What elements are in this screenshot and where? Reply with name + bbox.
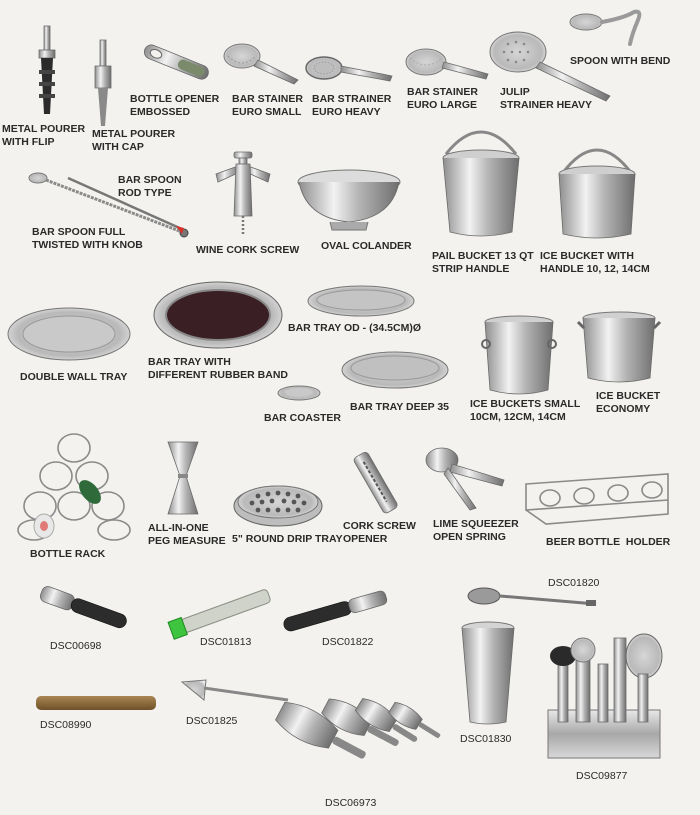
metal-pourer-cap-image bbox=[92, 40, 114, 128]
pail-bucket-label: PAIL BUCKET 13 QT STRIP HANDLE bbox=[432, 250, 534, 275]
cork-screw-opener-image bbox=[350, 448, 404, 518]
ice-bucket-economy-image bbox=[578, 310, 660, 386]
wine-cork-screw-label: WINE CORK SCREW bbox=[196, 244, 300, 256]
dsc01813-label: DSC01813 bbox=[200, 636, 252, 648]
ice-bucket-handle-label: ICE BUCKET WITH HANDLE 10, 12, 14CM bbox=[540, 250, 650, 275]
lime-squeezer-image bbox=[424, 446, 508, 512]
strainer-euro-small-label: BAR STAINER EURO SMALL bbox=[232, 93, 303, 118]
double-wall-tray-label: DOUBLE WALL TRAY bbox=[20, 371, 128, 383]
wine-cork-screw-image bbox=[208, 150, 278, 240]
pail-bucket-image bbox=[436, 124, 526, 240]
bottle-rack-image bbox=[14, 430, 134, 542]
bottle-opener-label: BOTTLE OPENER EMBOSSED bbox=[130, 93, 220, 118]
drip-tray-label: 5" ROUND DRIP TRAY bbox=[232, 533, 343, 545]
ice-bucket-handle-image bbox=[554, 138, 640, 242]
ice-buckets-small-image bbox=[480, 314, 558, 398]
metal-pourer-flip-label: METAL POURER WITH FLIP bbox=[2, 123, 86, 148]
bar-tray-deep-image bbox=[340, 350, 450, 390]
julip-strainer-label: JULIP STRAINER HEAVY bbox=[500, 86, 592, 111]
strainer-euro-large-label: BAR STAINER EURO LARGE bbox=[407, 86, 478, 111]
bar-tray-rubber-image bbox=[152, 280, 284, 350]
strainer-euro-small-image bbox=[222, 40, 300, 84]
dsc06973-scoops-image bbox=[262, 694, 440, 790]
oval-colander-label: OVAL COLANDER bbox=[321, 240, 412, 252]
bar-coaster-label: BAR COASTER bbox=[264, 412, 342, 424]
bar-tray-od-label: BAR TRAY OD - (34.5CM)Ø bbox=[288, 322, 422, 334]
cork-screw-opener-label: CORK SCREW OPENER bbox=[343, 520, 416, 545]
spoon-bend-image bbox=[568, 8, 648, 48]
bar-spoon-rod-label: BAR SPOON ROD TYPE bbox=[118, 174, 182, 199]
bar-spoon-twisted-label: BAR SPOON FULL TWISTED WITH KNOB bbox=[32, 226, 143, 251]
dsc00698-opener-image bbox=[36, 588, 132, 632]
bar-tray-rubber-label: BAR TRAY WITH DIFFERENT RUBBER BAND bbox=[148, 356, 288, 381]
bar-tray-deep-label: BAR TRAY DEEP 35 bbox=[350, 401, 450, 413]
dsc08990-muddler-image bbox=[34, 694, 158, 712]
bottle-opener-image bbox=[140, 45, 212, 81]
dsc01822-label: DSC01822 bbox=[322, 636, 374, 648]
spoon-bend-label: SPOON WITH BEND bbox=[570, 55, 671, 67]
dsc00698-label: DSC00698 bbox=[50, 640, 102, 652]
dsc01813-muddler-image bbox=[166, 584, 274, 642]
dsc01822-opener-image bbox=[280, 586, 392, 636]
oval-colander-image bbox=[296, 168, 402, 232]
dsc09877-bar-set-image bbox=[540, 628, 670, 762]
dsc09877-label: DSC09877 bbox=[576, 770, 628, 782]
dsc01820-label: DSC01820 bbox=[548, 577, 600, 589]
ice-buckets-small-label: ICE BUCKETS SMALL 10CM, 12CM, 14CM bbox=[470, 398, 581, 423]
dsc01825-label: DSC01825 bbox=[186, 715, 238, 727]
dsc01830-shaker-image bbox=[458, 620, 518, 726]
beer-bottle-holder-image bbox=[522, 470, 672, 528]
dsc06973-label: DSC06973 bbox=[325, 797, 377, 809]
drip-tray-image bbox=[232, 482, 324, 528]
lime-squeezer-label: LIME SQUEEZER OPEN SPRING bbox=[433, 518, 519, 543]
strainer-euro-heavy-label: BAR STRAINER EURO HEAVY bbox=[312, 93, 392, 118]
ice-bucket-economy-label: ICE BUCKET ECONOMY bbox=[596, 390, 661, 415]
beer-bottle-holder-label: BEER BOTTLE HOLDER bbox=[546, 536, 671, 548]
double-wall-tray-image bbox=[6, 306, 132, 362]
peg-measure-label: ALL-IN-ONE PEG MEASURE bbox=[148, 522, 226, 547]
peg-measure-image bbox=[166, 440, 200, 516]
bar-coaster-image bbox=[276, 384, 322, 402]
strainer-euro-heavy-image bbox=[304, 54, 394, 84]
dsc01820-strainer-image bbox=[466, 586, 598, 610]
metal-pourer-cap-label: METAL POURER WITH CAP bbox=[92, 128, 176, 153]
bar-tray-od-image bbox=[306, 284, 416, 318]
dsc08990-label: DSC08990 bbox=[40, 719, 92, 731]
dsc01830-label: DSC01830 bbox=[460, 733, 512, 745]
bottle-rack-label: BOTTLE RACK bbox=[30, 548, 106, 560]
metal-pourer-flip-image bbox=[36, 26, 60, 116]
strainer-euro-large-image bbox=[404, 44, 490, 84]
